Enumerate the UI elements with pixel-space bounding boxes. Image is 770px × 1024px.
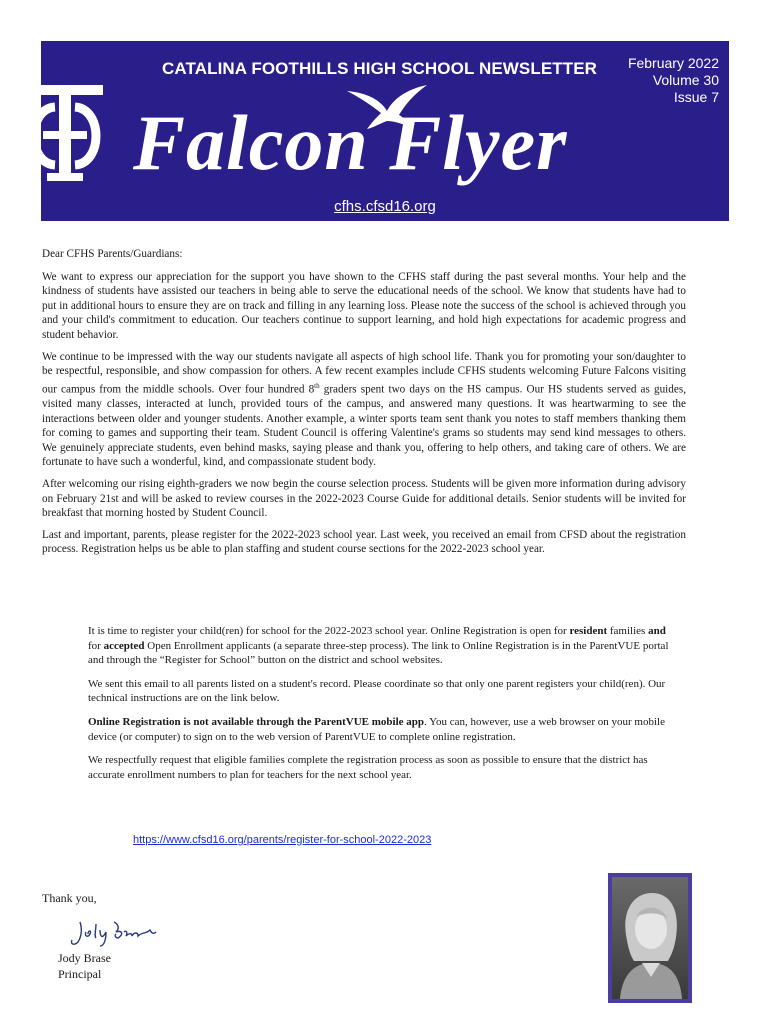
letter-paragraph-3: After welcoming our rising eighth-graders we now begin the course selection process. Students will be given more information during advisory on February 21st and will be asked to review courses in the 2022-2023 Course Guide for additional details. Senior students will be invited for breakfast that morning hosted by Student Council. [42,478,686,520]
letter-paragraph-2-end: graders spent two days on the HS campus. Our HS students served as guides, visited many classes, interacted at lunch, provided tours of the campus, and answered many questions. It was heartwarming to see the interactions between older and younger students. Another example, a winter sports team sent thank you notes to staff members thanking them for coming to games and supporting their team. Student Council is offering Valentine's grams so students may send kind messages to others. We genuinely appreciate students, even behind masks, saying please and thank you, offering to help others, and taking care of others. We are fortunate to have such a wonderful, kind, and compassionate student body. [42,383,686,469]
newsletter-banner [41,41,729,221]
notice-text: . You can, however, use a web browser on your mobile device (or computer) to sign on to the web version of ParentVUE to complete online registration. [88,715,665,743]
notice-text: for [88,639,104,652]
principal-name: Jody Brase [58,951,111,965]
notice-bold-resident: resident [569,625,608,637]
letter-paragraph-4: Last and important, parents, please register for the 2022-2023 school year. Last week, you received an email from CFSD about the registration process. Registration helps us be able to plan staffing and student course sections for the 2022-2023 school year. [42,528,686,556]
notice-paragraph-4: We respectfully request that eligible families complete the registration process as soon as possible to ensure that the district has accurate enrollment numbers to plan for teachers for the next school year. [88,754,648,781]
notice-paragraph-2: We sent this email to all parents listed on a student's record. Please coordinate so that only one parent registers your child(ren). Our technical instructions are on the link below. [88,677,666,705]
closing-thanks: Thank you, [42,891,97,905]
letter-body [42,247,686,564]
principal-photo-frame [608,873,692,1003]
masthead-title: Falcon Flyer [133,99,568,186]
registration-notice [88,624,674,791]
issue-date: February 2022 [627,55,719,71]
notice-bold-and: and [648,625,666,637]
issue-number: Issue 7 [673,89,719,105]
signer [58,950,111,982]
notice-paragraph-1 [88,624,674,668]
notice-bold-warning: Online Registration is not available through the ParentVUE mobile app [88,715,425,728]
notice-text: It is time to register your child(ren) for school for the 2022-2023 school year. Online Registration is open for [88,625,570,637]
notice-paragraph-3 [88,715,674,744]
letter-greeting: Dear CFHS Parents/Guardians: [42,248,183,260]
registration-link[interactable]: https://www.cfsd16.org/parents/register-for-school-2022-2023 [133,834,432,846]
letter-paragraph-2-start: We continue to be impressed with the way our students navigate all aspects of high school life. Thank you for promoting your son/daughter to be respectful, responsible, and show compassion for others. A few recent examples include CFHS students welcoming Future Falcons visiting our campus from the middle schools. Over four hundred 8 [42,350,686,396]
letter-paragraph-2 [42,350,686,470]
letter-paragraph-1: We want to express our appreciation for the support you have shown to the CFHS staff during the past several months. Your help and the kindness of students have assisted our teachers in being able to serve the educational needs of the school. We know that students have had to put in additional hours to ensure they are on track and filling in any learning loss. Please note the success of the school is achieved through you and your child's commitment to education. Our teachers continue to support learning, and hold high expectations for academic progress and student behavior. [42,270,686,341]
issue-volume: Volume 30 [652,72,719,88]
newsletter-heading: CATALINA FOOTHILLS HIGH SCHOOL NEWSLETTER [162,59,598,78]
school-website-link[interactable]: cfhs.cfsd16.org [334,198,436,215]
principal-photo [612,877,688,999]
notice-text: families [607,625,649,637]
notice-bold-accepted: accepted [103,639,145,652]
ordinal-suffix: th [314,381,320,390]
issue-info [628,55,719,106]
cfhs-logo-icon [21,77,111,187]
principal-title: Principal [58,967,102,981]
signature-image [66,916,158,950]
notice-text: Open Enrollment applicants (a separate three-step process). The link to Online Registration is in the ParentVUE portal and through the “Register for School” button on the district and school websites. [88,639,669,667]
